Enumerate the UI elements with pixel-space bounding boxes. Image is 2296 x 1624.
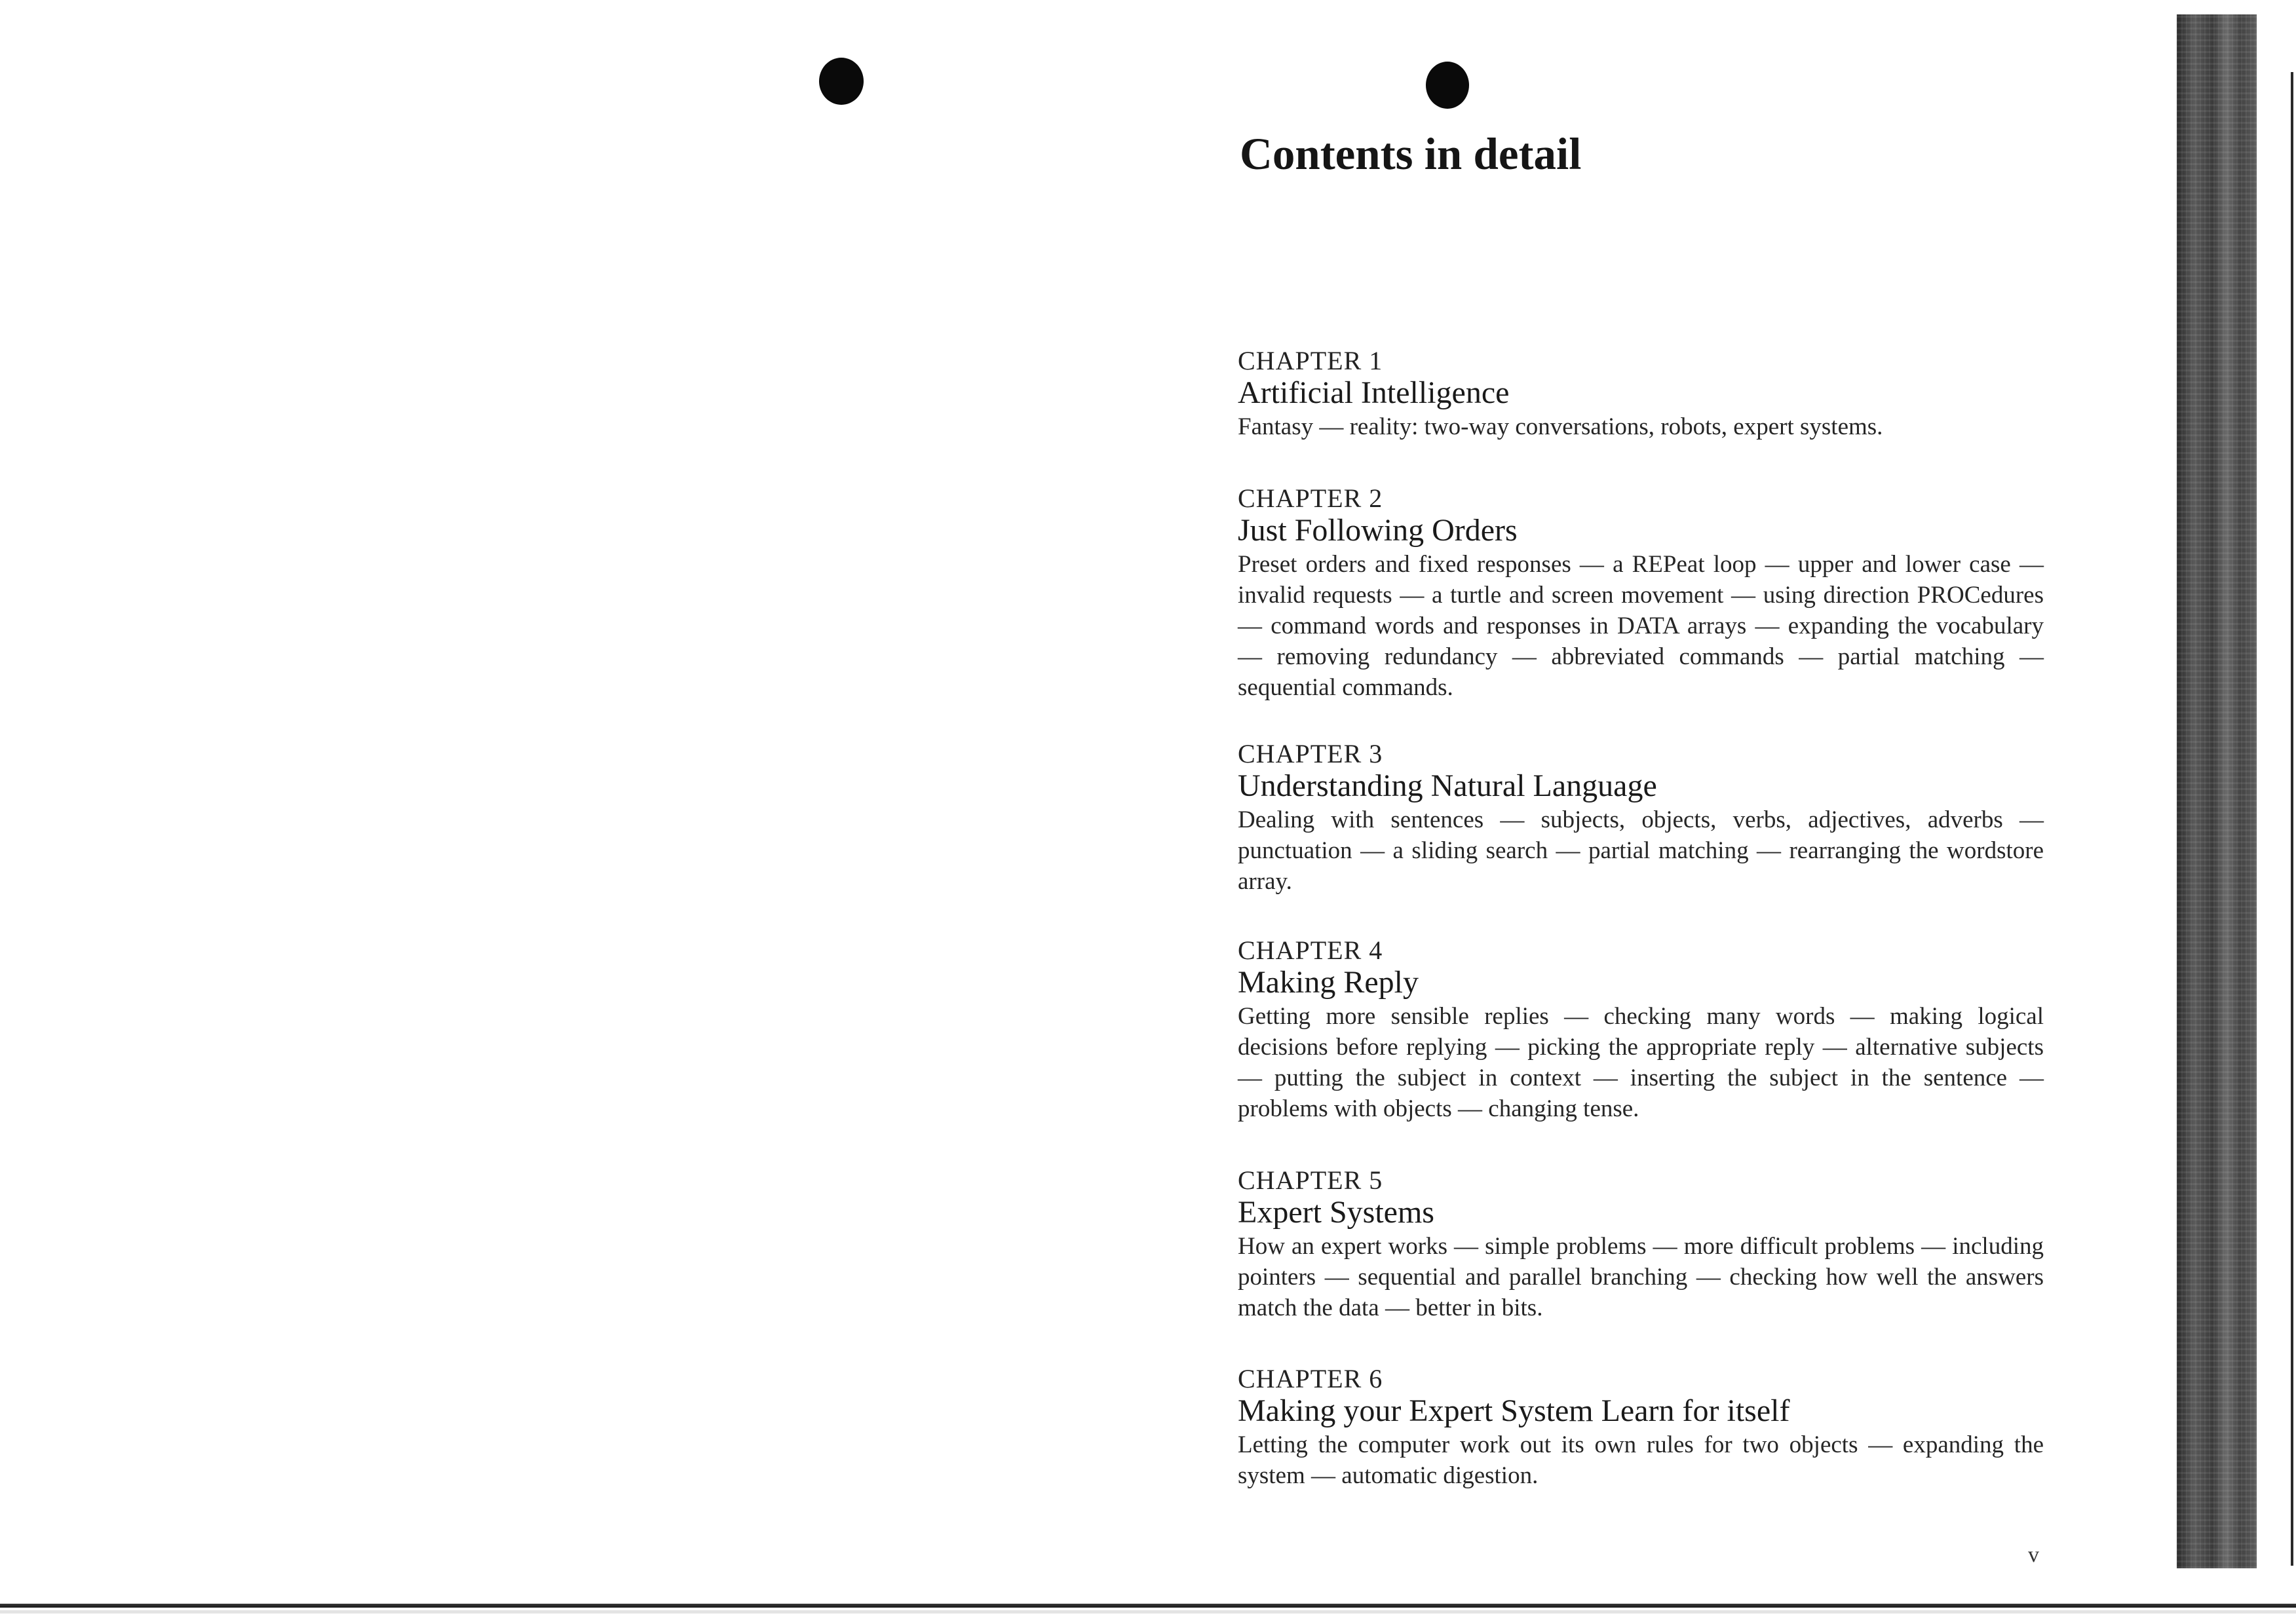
chapter-label: CHAPTER 4 [1238, 935, 1383, 965]
page-title: Contents in detail [1240, 129, 1582, 179]
chapter-summary: How an expert works — simple problems — more difficult problems — including pointers — sequential and parallel branching — checking how well the answers match the data — better in bits. [1238, 1233, 2044, 1321]
page-number: v [2028, 1543, 2039, 1567]
chapter-entry-1 [1238, 346, 2044, 442]
chapter-label: CHAPTER 2 [1238, 483, 1383, 513]
chapter-entry-6 [1238, 1364, 2044, 1491]
chapter-summary: Preset orders and fixed responses — a REPeat loop — upper and lower case — invalid requests — a turtle and screen movement — using direction PROCedures — command words and responses in DATA arrays — expanding the vocabulary — removing redundancy — abbreviated commands — partial matching — sequential commands. [1238, 551, 2044, 701]
punch-hole-left [819, 58, 864, 105]
bottom-edge-shadow [0, 1610, 2296, 1614]
chapter-label: CHAPTER 5 [1238, 1165, 1383, 1195]
scanner-edge-shadow [2177, 14, 2257, 1568]
chapter-label: CHAPTER 1 [1238, 346, 1383, 375]
page-edge-line [2291, 72, 2293, 1566]
chapter-title: Artificial Intelligence [1238, 375, 1510, 410]
chapter-label: CHAPTER 3 [1238, 739, 1383, 768]
chapter-title: Understanding Natural Language [1238, 768, 1657, 803]
chapter-title: Making your Expert System Learn for itself [1238, 1393, 1790, 1428]
chapter-title: Making Reply [1238, 965, 1419, 1000]
chapter-entry-2 [1238, 483, 2044, 703]
chapter-summary: Dealing with sentences — subjects, objects, verbs, adjectives, adverbs — punctuation — a sliding search — partial matching — rearranging the wordstore array. [1238, 806, 2044, 895]
chapter-title: Expert Systems [1238, 1195, 1434, 1230]
chapter-summary: Getting more sensible replies — checking many words — making logical decisions before replying — picking the appropriate reply — alternative subjects — putting the subject in context — inserting the subject in the sentence — problems with objects — changing tense. [1238, 1003, 2044, 1122]
chapter-entry-3 [1238, 739, 2044, 897]
chapter-entry-4 [1238, 935, 2044, 1124]
chapter-summary: Fantasy — reality: two-way conversations, robots, expert systems. [1238, 413, 1883, 440]
punch-hole-right [1426, 62, 1469, 109]
chapter-summary: Letting the computer work out its own rules for two objects — expanding the system — automatic digestion. [1238, 1431, 2044, 1489]
bottom-edge-rule [0, 1604, 2296, 1608]
chapter-title: Just Following Orders [1238, 513, 1518, 548]
chapter-label: CHAPTER 6 [1238, 1364, 1383, 1393]
chapter-entry-5 [1238, 1165, 2044, 1323]
